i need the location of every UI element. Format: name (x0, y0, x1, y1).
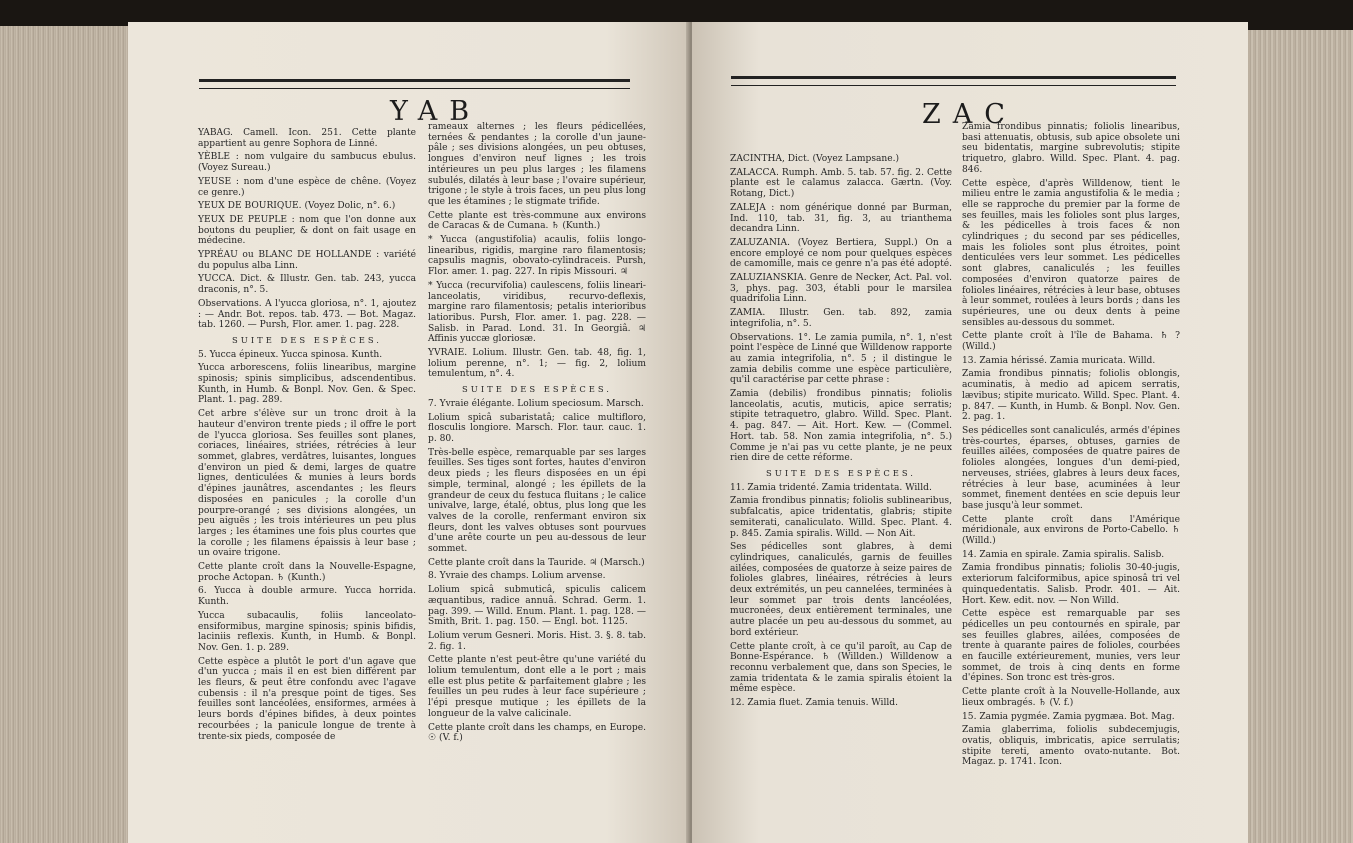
text-paragraph: Ses pédicelles sont glabres, à demi cylindriques, canaliculés, garnis de feuilles ailées, composées de quatorze à seize paires de folioles glabres, linéaires, rétrécies à leurs deux extrémités, un peu cannelées, terminées à leur sommet par trois dents lancéolées, mucronées, deux entièrement terminales, une autre placée un peu au-dessous du sommet, au bord extérieur. (730, 542, 952, 638)
text-paragraph: YPRÉAU ou BLANC DE HOLLANDE : variété du populus alba Linn. (198, 250, 416, 271)
text-paragraph: Lolium spicâ subaristatâ; calice multifloro, flosculis longiore. Marsch. Flor. taur. cauc. 1. p. 80. (428, 412, 646, 444)
text-paragraph: Ses pédicelles sont canaliculés, armés d'épines très-courtes, éparses, obtuses, garnies de feuilles ailées, composées de quatre paires de folioles alongées, longues d'un demi-pied, nerveuses, striées, glabres à leurs deux faces, rétrécies à leur base, acuminées à leur sommet, finement dentées en scie depuis leur base jusqu'à leur sommet. (962, 425, 1180, 511)
text-paragraph: ZAMIA. Illustr. Gen. tab. 892, zamia integrifolia, n°. 5. (730, 308, 952, 329)
text-paragraph: Cette plante croît à l'île de Bahama. ♄ ? (Willd.) (962, 331, 1180, 353)
text-paragraph: ZALACCA. Rumph. Amb. 5. tab. 57. fig. 2. Cette plante est le calamus zalacca. Gærtn. (Voy. Rotang, Dict.) (730, 167, 952, 200)
text-paragraph: Yucca arborescens, foliis linearibus, margine spinosis; spinis simplicibus, adscendentibus. Kunth, in Humb. & Bonpl. Nov. Gen. & Spec. Plant. 1. pag. 289. (198, 363, 416, 406)
text-paragraph: YÈBLE : nom vulgaire du sambucus ebulus. (Voyez Sureau.) (198, 152, 416, 174)
text-paragraph: Cette plante croît dans l'Amérique méridionale, aux environs de Porto-Cabello. ♄ (Willd.) (962, 514, 1180, 547)
text-paragraph: SUITE DES ESPÈCES. (462, 384, 612, 395)
text-paragraph: * Yucca (angustifolia) acaulis, foliis longo-linearibus, rigidis, margine raro filamentosis; capsulis magnis, obovato-cylindraceis. Pursh, Flor. amer. 1. pag. 227. In ripis Missouri. ♃ (428, 235, 646, 278)
running-head: YAB (390, 96, 482, 127)
text-paragraph: Cette plante croît dans la Tauride. ♃ (Marsch.) (428, 557, 645, 568)
text-paragraph: ZACINTHA, Dict. (Voyez Lampsane.) (730, 154, 900, 164)
text-paragraph: SUITE DES ESPÈCES. (766, 467, 916, 478)
header-rule (199, 79, 630, 89)
column-right (428, 122, 646, 747)
running-head: ZAC (922, 99, 1017, 130)
text-paragraph: Zamia (debilis) frondibus pinnatis; foliolis lanceolatis, acutis, muticis, apice serratis; stipite tetraquetro, glabro. Willd. Spec. Plant. 4. pag. 847. — Ait. Hort. Kew. — (Commel. Hort. tab. 58. Non zamia integrifolia, n°. 5.) Comme je n'ai pas vu cette plante, je ne peux rien dire de cette réforme. (730, 389, 952, 464)
column-right (962, 122, 1180, 771)
right-page-stack-edge (1245, 30, 1353, 843)
text-paragraph: Zamia frondibus pinnatis; foliolis linearibus, basi attenuatis, obtusis, sub apice obsolete uni seu bidentatis, margine subrevolutis; stipite triquetro, glabro. Willd. Spec. Plant. 4. pag. 846. (962, 122, 1180, 175)
text-paragraph: 12. Zamia fluet. Zamia tenuis. Willd. (730, 698, 898, 709)
text-paragraph: Lolium spicâ submuticâ, spiculis calicem æquantibus, radice annuâ. Schrad. Germ. 1. pag. 399. — Willd. Enum. Plant. 1. pag. 128. — Smith, Brit. 1. pag. 150. — Engl. bot. 1125. (428, 585, 646, 628)
text-paragraph: YABAG. Camell. Icon. 251. Cette plante appartient au genre Sophora de Linné. (198, 128, 416, 149)
text-paragraph: 8. Yvraie des champs. Lolium arvense. (428, 571, 606, 582)
text-paragraph: Cette espèce est remarquable par ses pédicelles un peu contournés en spirale, par ses feuilles glabres, ailées, composées de trente à quarante paires de folioles, courbées en faucille extérieurement, munies, vers leur sommet, de trois à cinq dents en forme d'épines. Son tronc est très-gros. (962, 609, 1180, 684)
text-paragraph: Cette espèce, d'après Willdenow, tient le milieu entre le zamia angustifolia & le media ; elle se rapproche du premier par la forme de ses feuilles, mais les folioles sont plus larges, & les pédicelles à trois faces & non cylindriques ; du second par ses pédicelles, mais les folioles sont plus étroites, point denticulées vers leur sommet. Les pédicelles sont glabres, canaliculés ; les feuilles composées d'environ quatorze paires de folioles linéaires, rétrécies à leur base, obtuses à leur sommet, roulées à leurs bords ; dans les supérieures, une ou deux dents à peine sensibles au-dessous du sommet. (962, 178, 1180, 328)
right-page (692, 22, 1248, 843)
text-paragraph: Cette espèce a plutôt le port d'un agave que d'un yucca ; mais il en est bien différent par les fleurs, & peut être confondu avec l'agave cubensis : il n'a presque point de tiges. Ses feuilles sont lancéolées, ensiformes, armées à leurs bords d'épines bifides, à deux pointes recourbées ; la panicule longue de trente à trente-six pieds, composée de (198, 656, 416, 742)
text-paragraph: Observations. A l'yucca gloriosa, n°. 1, ajoutez : — Andr. Bot. repos. tab. 473. — Bot. Magaz. tab. 1260. — Pursh, Flor. amer. 1. pag. 228. (198, 298, 416, 331)
text-paragraph: SUITE DES ESPÈCES. (232, 334, 382, 345)
text-paragraph: YUCCA. Dict. & Illustr. Gen. tab. 243, yucca draconis, n°. 5. (198, 274, 416, 296)
column-left (198, 128, 416, 745)
text-paragraph: YEUX DE BOURIQUE. (Voyez Dolic, n°. 6.) (198, 201, 396, 212)
text-paragraph: 14. Zamia en spirale. Zamia spiralis. Salisb. (962, 549, 1165, 560)
text-paragraph: YEUX DE PEUPLE : nom que l'on donne aux boutons du peuplier, & dont on fait usage en médecine. (198, 214, 416, 247)
header-rule (731, 76, 1176, 86)
text-paragraph: Zamia frondibus pinnatis; foliolis oblongis, acuminatis, à medio ad apicem serratis, lævibus; stipite muricato. Willd. Spec. Plant. 4. p. 847. — Kunth, in Humb. & Bonpl. Nov. Gen. 2. pag. 1. (962, 369, 1180, 423)
column-left (730, 154, 952, 712)
text-paragraph: 5. Yucca épineux. Yucca spinosa. Kunth. (198, 349, 383, 360)
text-paragraph: 6. Yucca à double armure. Yucca horrida. Kunth. (198, 586, 416, 608)
text-paragraph: 11. Zamia tridenté. Zamia tridentata. Willd. (730, 482, 932, 493)
text-paragraph: ZALUZANIA. (Voyez Bertiera, Suppl.) On a encore employé ce nom pour quelques espèces de camomille, mais ce genre n'a pas été adopté. (730, 237, 953, 270)
text-paragraph: Cette plante croît à la Nouvelle-Hollande, aux lieux ombragés. ♄ (V. f.) (962, 687, 1180, 708)
text-paragraph: Zamia frondibus pinnatis; foliolis sublinearibus, subfalcatis, apice tridentatis, glabris; stipite semiterati, canaliculato. Willd. Spec. Plant. 4. p. 845. Zamia spiralis. Willd. — Non Ait. (730, 496, 952, 539)
text-paragraph: Cette plante croît dans la Nouvelle-Espagne, proche Actopan. ♄ (Kunth.) (198, 562, 416, 583)
text-paragraph: YEUSE : nom d'une espèce de chêne. (Voyez ce genre.) (198, 176, 416, 198)
text-paragraph: Cette plante croît dans les champs, en Europe. ☉ (V. f.) (428, 722, 646, 744)
text-paragraph: Très-belle espèce, remarquable par ses larges feuilles. Ses tiges sont fortes, hautes d'environ deux pieds ; les fleurs disposées en un épi simple, terminal, alongé ; les épillets de la grandeur de ceux du festuca fluitans ; le calice univalve, large, étalé, obtus, plus long que les valves de la corolle, renfermant environ six fleurs, dont les valves obtuses sont pourvues d'une arête courte un peu au-dessous de leur sommet. (428, 447, 646, 555)
text-paragraph: ZALEJA : nom générique donné par Burman, Ind. 110, tab. 31, fig. 3, au trianthema decandra Linn. (730, 202, 952, 235)
text-paragraph: Zamia glaberrima, foliolis subdecemjugis, ovatis, obliquis, imbricatis, apice serrulatis; stipite tereti, amento ovato-nutante. Bot. Magaz. p. 1741. Icon. (962, 725, 1180, 768)
text-paragraph: Cette plante est très-commune aux environs de Caracas & de Cumana. ♄ (Kunth.) (428, 210, 646, 232)
text-paragraph: 7. Yvraie élégante. Lolium speciosum. Marsch. (428, 398, 644, 409)
text-paragraph: Observations. 1°. Le zamia pumila, n°. 1, n'est point l'espèce de Linné que Willdenow rapporte au zamia integrifolia, n°. 5 ; il distingue le zamia debilis comme une espèce particulière, qu'il caractérise par cette phrase : (730, 332, 952, 386)
text-paragraph: 15. Zamia pygmée. Zamia pygmæa. Bot. Mag. (962, 711, 1175, 722)
text-paragraph: ZALUZIANSKIA. Genre de Necker, Act. Pal. vol. 3, phys. pag. 303, établi pour le marsilea quadrifolia Linn. (730, 273, 952, 305)
left-page-stack-edge (0, 26, 130, 843)
text-paragraph: Yucca subacaulis, foliis lanceolato-ensiformibus, margine spinosis; spinis bifidis, laciniis reflexis. Kunth, in Humb. & Bonpl. Nov. Gen. 1. p. 289. (198, 610, 416, 653)
text-paragraph: Cette plante n'est peut-être qu'une variété du lolium temulentum, dont elle a le port ; mais elle est plus petite & parfaitement glabre ; les feuilles un peu rudes à leur face supérieure ; l'épi presque mutique ; les épillets de la longueur de la valve calicinale. (428, 655, 646, 719)
text-paragraph: * Yucca (recurvifolia) caulescens, foliis lineari-lanceolatis, viridibus, recurvo-deflexis, margine raro filamentosis; petalis interioribus latioribus. Pursh, Flor. amer. 1. pag. 228. — Salisb. in Parad. Lond. 31. In Georgiâ. ♃ Affinis yuccæ gloriosæ. (428, 280, 646, 345)
text-paragraph: Cette plante croît, à ce qu'il paroît, au Cap de Bonne-Espérance. ♄ (Willden.) Willdenow a reconnu verbalement que, dans son Species, le zamia tridentata & le zamia spiralis étoient la même espèce. (730, 641, 952, 695)
text-paragraph: Zamia frondibus pinnatis; foliolis 30-40-jugis, exteriorum falciformibus, apice spinosâ tri vel quinquedentatis. Salisb. Prodr. 401. — Ait. Hort. Kew. edit. nov. — Non Willd. (962, 563, 1180, 606)
text-paragraph: YVRAIE. Lolium. Illustr. Gen. tab. 48, fig. 1, lolium perenne, n°. 1; — fig. 2, lolium temulentum, n°. 4. (428, 348, 646, 380)
text-paragraph: Cet arbre s'élève sur un tronc droit à la hauteur d'environ trente pieds ; il offre le port de l'yucca gloriosa. Ses feuilles sont planes, coriaces, linéaires, striées, rétrécies à leur sommet, glabres, verdâtres, luisantes, longues d'environ un pied & demi, larges de quatre lignes, denticulées & munies à leurs bords d'épines jaunâtres, ascendantes ; les fleurs disposées en panicules ; la corolle d'un pourpre-orangé ; ses divisions alongées, un peu aiguës ; les trois intérieures un peu plus larges ; les étamines une fois plus courtes que la corolle ; les filamens épaissis à leur base ; un ovaire trigone. (198, 409, 416, 559)
text-paragraph: 13. Zamia hérissé. Zamia muricata. Willd. (962, 355, 1156, 366)
text-paragraph: rameaux alternes ; les fleurs pédicellées, ternées & pendantes ; la corolle d'un jaune-pâle ; ses divisions alongées, un peu obtuses, longues d'environ neuf lignes ; les trois intérieures un peu plus larges ; les filamens subulés, dilatés à leur base ; l'ovaire supérieur, trigone ; le style à trois faces, un peu plus long que les étamines ; le stigmate trifide. (428, 122, 646, 207)
left-page (128, 22, 690, 843)
text-paragraph: Lolium verum Gesneri. Moris. Hist. 3. §. 8. tab. 2. fig. 1. (428, 630, 646, 652)
